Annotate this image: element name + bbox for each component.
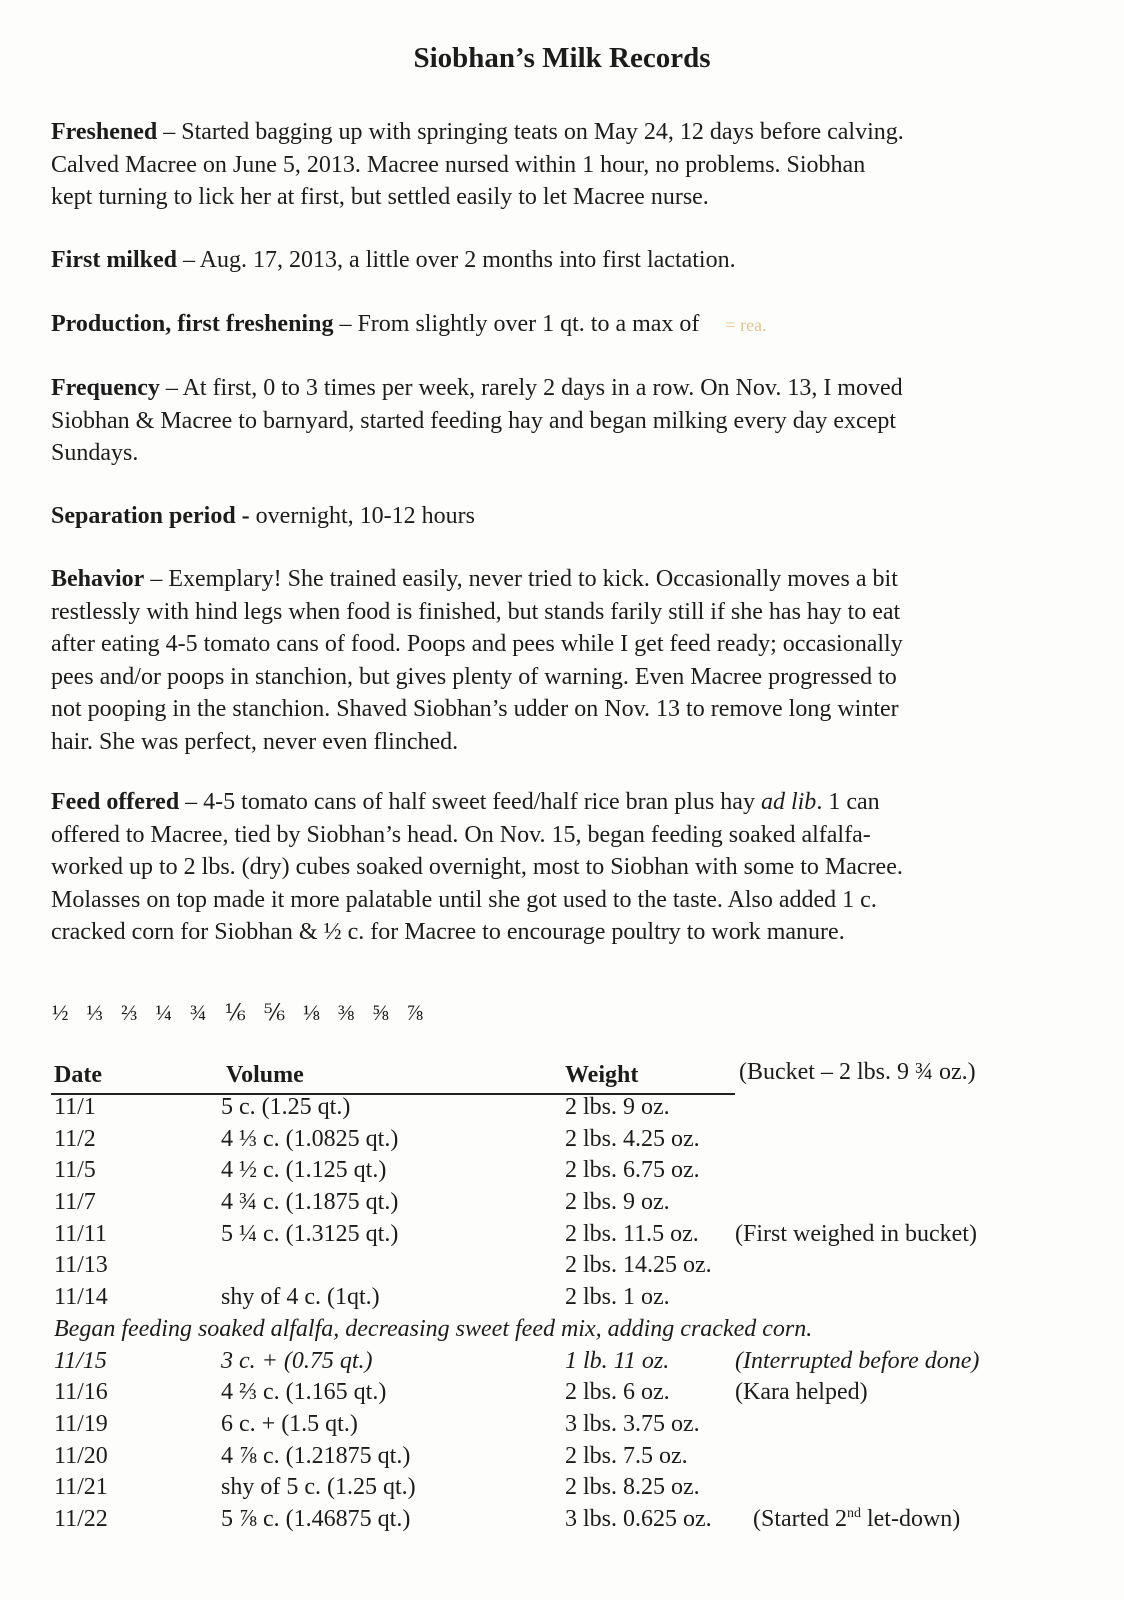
table-row: 11/19 6 c. + (1.5 qt.) 3 lbs. 3.75 oz. (54, 1410, 700, 1437)
feed-offered-label: Feed offered (51, 789, 180, 815)
freshened-label: Freshened (51, 119, 158, 145)
table-row: 11/20 4 ⅞ c. (1.21875 qt.) 2 lbs. 7.5 oz. (54, 1442, 688, 1469)
bucket-note: (Bucket – 2 lbs. 9 ¾ oz.) (739, 1059, 976, 1085)
let-down-note: (Started 2nd let-down) (753, 1505, 961, 1532)
table-row: 11/2 4 ⅓ c. (1.0825 qt.) 2 lbs. 4.25 oz. (54, 1125, 700, 1152)
table-row: 11/7 4 ¾ c. (1.1875 qt.) 2 lbs. 9 oz. (54, 1189, 670, 1216)
table-row: 11/1 5 c. (1.25 qt.) 2 lbs. 9 oz. (54, 1094, 670, 1120)
separation-paragraph: Separation period - overnight, 10-12 hours (51, 503, 475, 529)
feed-offered-paragraph: Feed offered – 4-5 tomato cans of half sweet feed/half rice bran plus hay ad lib. 1 can offered to Macree, tied by Siobhan’s head. On Nov. 15, began feeding soaked alfalfa- worked up to 2 lbs. (dry) cubes soaked overnight, most to Siobhan with some to Macree. Molasses on top made it more palatable until she got used to the taste. Also added 1 c. cracked corn for Siobhan & ½ c. for Macree to encourage poultry to work manure. (51, 789, 903, 945)
behavior-label: Behavior (51, 566, 145, 592)
first-milked-label: First milked (51, 247, 177, 273)
table-row: 11/5 4 ½ c. (1.125 qt.) 2 lbs. 6.75 oz. (54, 1157, 700, 1184)
table-row: 11/11 5 ¼ c. (1.3125 qt.) 2 lbs. 11.5 oz. (First weighed in bucket) (54, 1220, 977, 1247)
milk-records-table (51, 1059, 1111, 1536)
header-weight: Weight (565, 1062, 639, 1088)
began-feeding-note: Began feeding soaked alfalfa, decreasing sweet feed mix, adding cracked corn. (54, 1315, 813, 1342)
table-row: 11/14 shy of 4 c. (1qt.) 2 lbs. 1 oz. (54, 1284, 670, 1311)
table-header (51, 1059, 1111, 1092)
table-row: 11/15 3 c. + (0.75 qt.) 1 lb. 11 oz. (Interrupted before done) (54, 1347, 980, 1374)
header-volume: Volume (226, 1062, 304, 1088)
page-title: Siobhan’s Milk Records (413, 42, 711, 74)
frequency-label: Frequency (51, 375, 160, 401)
table-row: 11/22 5 ⅞ c. (1.46875 qt.) 3 lbs. 0.625 oz. (Started 2nd let-down) (51, 1504, 1111, 1536)
frequency-paragraph: Frequency – At first, 0 to 3 times per week, rarely 2 days in a row. On Nov. 13, I moved Siobhan & Macree to barnyard, started feeding hay and began milking every day except Sundays. (51, 375, 903, 466)
table-row: 11/13 2 lbs. 14.25 oz. (54, 1252, 712, 1279)
fractions-reference: ½ ⅓ ⅔ ¼ ¾ ⅙ ⅚ ⅛ ⅜ ⅝ ⅞ (52, 1000, 424, 1025)
separation-label: Separation period - (51, 503, 250, 529)
production-paragraph: Production, first freshening – From slightly over 1 qt. to a max of = rea. (51, 311, 767, 337)
freshened-paragraph: Freshened – Started bagging up with springing teats on May 24, 12 days before calving. Calved Macree on June 5, 2013. Macree nursed within 1 hour, no problems. Siobhan kept turning to lick her at first, but settled easily to let Macree nurse. (51, 119, 904, 210)
behavior-paragraph: Behavior – Exemplary! She trained easily, never tried to kick. Occasionally moves a bit restlessly with hind legs when food is finished, but stands farily still if she has hay to eat after eating 4-5 tomato cans of food. Poops and pees while I get feed ready; occasionally pees and/or poops in stanchion, but gives plenty of warning. Even Macree progressed to not pooping in the stanchion. Shaved Siobhan’s udder on Nov. 13 to remove long winter hair. She was perfect, never even flinched. (51, 566, 903, 755)
header-date: Date (54, 1062, 102, 1088)
production-label: Production, first freshening (51, 311, 334, 337)
table-row: 11/16 4 ⅔ c. (1.165 qt.) 2 lbs. 6 oz. (Kara helped) (54, 1379, 868, 1406)
table-row: 11/21 shy of 5 c. (1.25 qt.) 2 lbs. 8.25 oz. (54, 1474, 700, 1501)
faded-text: = rea. (725, 315, 767, 335)
first-milked-paragraph: First milked – Aug. 17, 2013, a little over 2 months into first lactation. (51, 247, 736, 273)
